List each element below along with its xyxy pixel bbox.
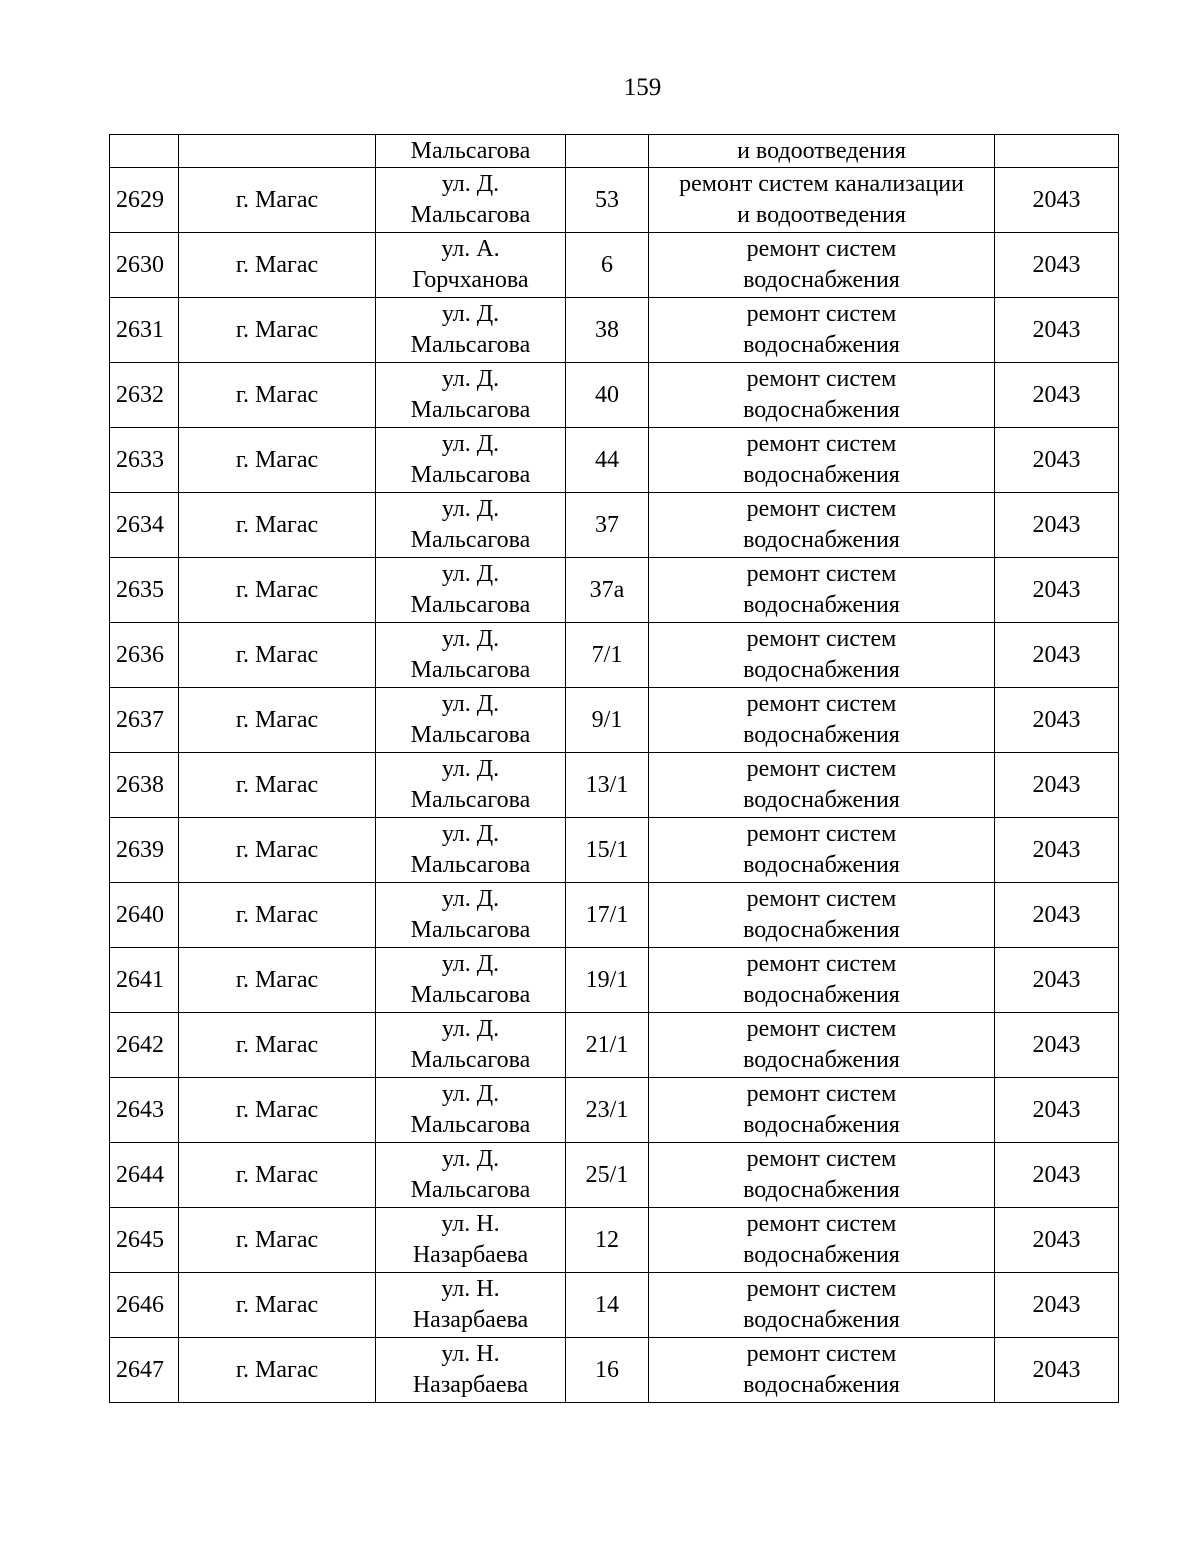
cell-num: 2631 [110, 298, 179, 363]
work-line-1: ремонт систем [746, 1081, 897, 1107]
cell-house: 12 [566, 1208, 649, 1273]
table-row [110, 1078, 1119, 1143]
cell-street [376, 233, 566, 298]
street-prefix: ул. Д. [441, 561, 500, 587]
cell-house: 15/1 [566, 818, 649, 883]
work-line-1: ремонт систем [746, 431, 897, 457]
cell-year: 2043 [995, 428, 1119, 493]
work-line-2: водоснабжения [743, 1242, 900, 1268]
cell-num: 2639 [110, 818, 179, 883]
cell-year: 2043 [995, 298, 1119, 363]
cell-year: 2043 [995, 623, 1119, 688]
work-line-1: ремонт систем канализации [679, 171, 964, 197]
cell-city: г. Магас [179, 1078, 376, 1143]
cell-year: 2043 [995, 233, 1119, 298]
cell-work [649, 1273, 995, 1338]
street-name: Мальсагова [410, 462, 531, 488]
table-row [110, 233, 1119, 298]
cell-street [376, 558, 566, 623]
table-row [110, 948, 1119, 1013]
street-name: Мальсагова [410, 1047, 531, 1073]
street-name: Назарбаева [412, 1242, 529, 1268]
cell-street [376, 168, 566, 233]
table-row [110, 1208, 1119, 1273]
street-prefix: ул. А. [441, 236, 500, 262]
street-name: Мальсагова [410, 982, 531, 1008]
cell-year: 2043 [995, 818, 1119, 883]
work-line-2: водоснабжения [743, 1307, 900, 1333]
street-prefix: ул. Д. [441, 886, 500, 912]
work-line-1: ремонт систем [746, 1211, 897, 1237]
cell-num: 2636 [110, 623, 179, 688]
work-line-1: ремонт систем [746, 626, 897, 652]
cell-street [376, 1338, 566, 1403]
street-name: Горчханова [412, 267, 529, 293]
table-row [110, 1273, 1119, 1338]
cell-work [649, 493, 995, 558]
cell-city: г. Магас [179, 623, 376, 688]
cell-year: 2043 [995, 1013, 1119, 1078]
street-name: Мальсагова [410, 722, 531, 748]
work-line-1: ремонт систем [746, 496, 897, 522]
work-line-2: водоснабжения [743, 722, 900, 748]
work-line-2: водоснабжения [743, 787, 900, 813]
cell-house: 37 [566, 493, 649, 558]
cell-work [649, 428, 995, 493]
street-prefix: ул. Д. [441, 756, 500, 782]
cell-work [649, 233, 995, 298]
cell-year: 2043 [995, 168, 1119, 233]
street-prefix: ул. Д. [441, 1146, 500, 1172]
cell-work [649, 168, 995, 233]
cell-city: г. Магас [179, 818, 376, 883]
work-line-1: ремонт систем [746, 1146, 897, 1172]
work-line-2: водоснабжения [743, 657, 900, 683]
street-name: Мальсагова [410, 787, 531, 813]
cell-year: 2043 [995, 948, 1119, 1013]
table-row [110, 558, 1119, 623]
cell-num: 2640 [110, 883, 179, 948]
cell-num: 2646 [110, 1273, 179, 1338]
cell-street: Мальсагова [376, 135, 566, 168]
work-line-2: водоснабжения [743, 917, 900, 943]
cell-num: 2642 [110, 1013, 179, 1078]
cell-year: 2043 [995, 688, 1119, 753]
cell-num: 2635 [110, 558, 179, 623]
cell-city [179, 135, 376, 168]
cell-num [110, 135, 179, 168]
street-prefix: ул. Н. [441, 1211, 500, 1237]
street-prefix: ул. Д. [441, 951, 500, 977]
continuation-row [110, 135, 1119, 168]
cell-city: г. Магас [179, 493, 376, 558]
cell-work [649, 1013, 995, 1078]
cell-house: 23/1 [566, 1078, 649, 1143]
table-row [110, 1013, 1119, 1078]
work-line-1: ремонт систем [746, 756, 897, 782]
page-number: 159 [623, 74, 662, 101]
cell-num: 2647 [110, 1338, 179, 1403]
cell-num: 2634 [110, 493, 179, 558]
cell-work [649, 883, 995, 948]
cell-street [376, 883, 566, 948]
cell-street [376, 948, 566, 1013]
street-prefix: ул. Д. [441, 1081, 500, 1107]
cell-city: г. Магас [179, 1273, 376, 1338]
street-name: Мальсагова [410, 527, 531, 553]
cell-house: 6 [566, 233, 649, 298]
work-line-2: и водоотведения [737, 202, 906, 228]
cell-num: 2637 [110, 688, 179, 753]
cell-street [376, 1273, 566, 1338]
cell-num: 2638 [110, 753, 179, 818]
cell-num: 2633 [110, 428, 179, 493]
cell-work [649, 298, 995, 363]
work-line-1: ремонт систем [746, 1341, 897, 1367]
table-row [110, 753, 1119, 818]
street-name: Мальсагова [410, 917, 531, 943]
cell-work [649, 558, 995, 623]
cell-work [649, 623, 995, 688]
street-name: Мальсагова [410, 657, 531, 683]
table-row [110, 818, 1119, 883]
work-line-1: ремонт систем [746, 366, 897, 392]
cell-work [649, 688, 995, 753]
cell-street [376, 428, 566, 493]
street-name: Назарбаева [412, 1307, 529, 1333]
cell-house: 19/1 [566, 948, 649, 1013]
work-line-1: ремонт систем [746, 951, 897, 977]
work-line-2: водоснабжения [743, 982, 900, 1008]
cell-year [995, 135, 1119, 168]
cell-year: 2043 [995, 1078, 1119, 1143]
cell-city: г. Магас [179, 168, 376, 233]
cell-city: г. Магас [179, 428, 376, 493]
work-line-2: водоснабжения [743, 1047, 900, 1073]
cell-house: 13/1 [566, 753, 649, 818]
table-row [110, 883, 1119, 948]
street-name: Мальсагова [410, 1177, 531, 1203]
table-row [110, 168, 1119, 233]
cell-street [376, 1143, 566, 1208]
work-line-2: водоснабжения [743, 1177, 900, 1203]
street-prefix: ул. Д. [441, 366, 500, 392]
cell-city: г. Магас [179, 363, 376, 428]
cell-work: и водоотведения [649, 135, 995, 168]
table-row [110, 1338, 1119, 1403]
cell-num: 2645 [110, 1208, 179, 1273]
cell-city: г. Магас [179, 688, 376, 753]
street-prefix: ул. Н. [441, 1341, 500, 1367]
work-line-2: водоснабжения [743, 332, 900, 358]
table-body [110, 135, 1119, 1403]
cell-street [376, 1078, 566, 1143]
work-line-1: ремонт систем [746, 1016, 897, 1042]
cell-house [566, 135, 649, 168]
street-name: Мальсагова [410, 1112, 531, 1138]
work-line-2: водоснабжения [743, 267, 900, 293]
cell-year: 2043 [995, 558, 1119, 623]
cell-city: г. Магас [179, 558, 376, 623]
cell-city: г. Магас [179, 1338, 376, 1403]
cell-city: г. Магас [179, 883, 376, 948]
street-prefix: ул. Н. [441, 1276, 500, 1302]
work-line-2: водоснабжения [743, 527, 900, 553]
cell-year: 2043 [995, 1143, 1119, 1208]
street-prefix: ул. Д. [441, 626, 500, 652]
cell-work [649, 818, 995, 883]
cell-house: 25/1 [566, 1143, 649, 1208]
cell-work [649, 1143, 995, 1208]
cell-work [649, 753, 995, 818]
cell-street [376, 1208, 566, 1273]
cell-street [376, 298, 566, 363]
street-name: Мальсагова [410, 397, 531, 423]
work-line-2: водоснабжения [743, 852, 900, 878]
work-line-1: ремонт систем [746, 691, 897, 717]
table-row [110, 1143, 1119, 1208]
cell-house: 17/1 [566, 883, 649, 948]
table-row [110, 688, 1119, 753]
street-prefix: ул. Д. [441, 1016, 500, 1042]
work-line-1: ремонт систем [746, 821, 897, 847]
cell-house: 7/1 [566, 623, 649, 688]
table-row [110, 493, 1119, 558]
work-line-1: ремонт систем [746, 236, 897, 262]
cell-street [376, 363, 566, 428]
cell-year: 2043 [995, 753, 1119, 818]
cell-year: 2043 [995, 493, 1119, 558]
table-row [110, 363, 1119, 428]
work-line-2: водоснабжения [743, 592, 900, 618]
cell-city: г. Магас [179, 1143, 376, 1208]
cell-num: 2629 [110, 168, 179, 233]
cell-num: 2630 [110, 233, 179, 298]
cell-street [376, 623, 566, 688]
cell-city: г. Магас [179, 948, 376, 1013]
cell-street [376, 1013, 566, 1078]
cell-year: 2043 [995, 1338, 1119, 1403]
work-line-2: водоснабжения [743, 1112, 900, 1138]
street-name: Мальсагова [410, 332, 531, 358]
cell-house: 44 [566, 428, 649, 493]
cell-work [649, 1078, 995, 1143]
cell-city: г. Магас [179, 753, 376, 818]
table-row [110, 623, 1119, 688]
cell-house: 9/1 [566, 688, 649, 753]
work-line-2: водоснабжения [743, 1372, 900, 1398]
cell-year: 2043 [995, 1208, 1119, 1273]
street-prefix: ул. Д. [441, 691, 500, 717]
work-line-1: ремонт систем [746, 886, 897, 912]
street-prefix: ул. Д. [441, 431, 500, 457]
street-name: Назарбаева [412, 1372, 529, 1398]
cell-street [376, 688, 566, 753]
cell-street [376, 818, 566, 883]
street-name: Мальсагова [410, 202, 531, 228]
work-line-1: ремонт систем [746, 301, 897, 327]
work-line-1: ремонт систем [746, 1276, 897, 1302]
cell-work [649, 1338, 995, 1403]
cell-year: 2043 [995, 883, 1119, 948]
cell-house: 53 [566, 168, 649, 233]
cell-house: 38 [566, 298, 649, 363]
cell-num: 2643 [110, 1078, 179, 1143]
cell-year: 2043 [995, 363, 1119, 428]
cell-num: 2632 [110, 363, 179, 428]
cell-house: 21/1 [566, 1013, 649, 1078]
cell-house: 40 [566, 363, 649, 428]
street-prefix: ул. Д. [441, 821, 500, 847]
cell-city: г. Магас [179, 1013, 376, 1078]
street-prefix: ул. Д. [441, 496, 500, 522]
street-name: Мальсагова [410, 592, 531, 618]
work-line-2: водоснабжения [743, 397, 900, 423]
cell-work [649, 948, 995, 1013]
street-prefix: ул. Д. [441, 301, 500, 327]
cell-street [376, 753, 566, 818]
cell-city: г. Магас [179, 1208, 376, 1273]
cell-year: 2043 [995, 1273, 1119, 1338]
table-row [110, 298, 1119, 363]
cell-num: 2644 [110, 1143, 179, 1208]
cell-street [376, 493, 566, 558]
table-row [110, 428, 1119, 493]
cell-house: 37а [566, 558, 649, 623]
cell-work [649, 363, 995, 428]
street-name: Мальсагова [410, 852, 531, 878]
work-line-2: водоснабжения [743, 462, 900, 488]
cell-house: 16 [566, 1338, 649, 1403]
cell-num: 2641 [110, 948, 179, 1013]
work-line-1: ремонт систем [746, 561, 897, 587]
cell-work [649, 1208, 995, 1273]
repair-schedule-table [109, 134, 1119, 1403]
street-prefix: ул. Д. [441, 171, 500, 197]
cell-city: г. Магас [179, 298, 376, 363]
cell-city: г. Магас [179, 233, 376, 298]
cell-house: 14 [566, 1273, 649, 1338]
